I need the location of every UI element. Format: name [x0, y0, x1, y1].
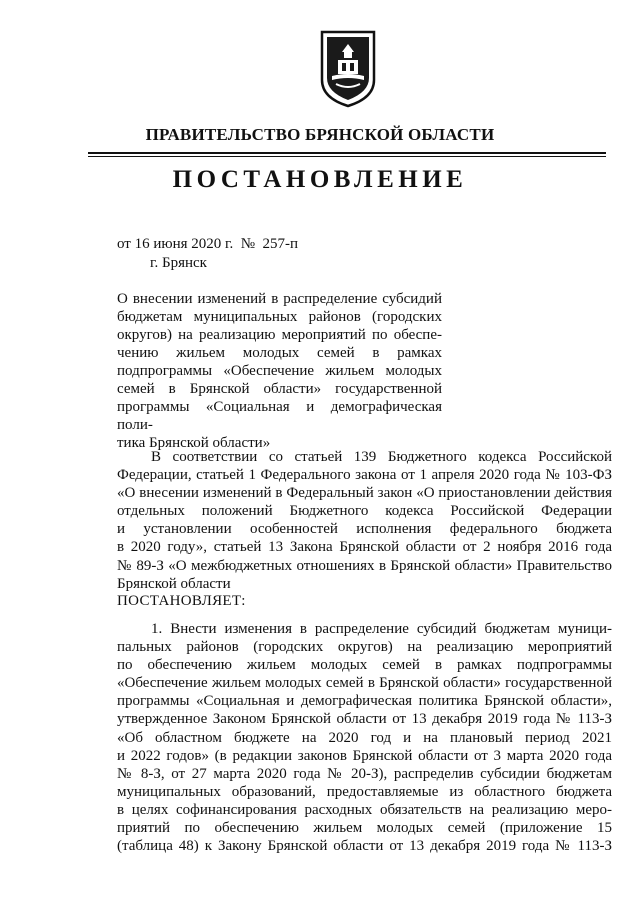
- item-line: приятий по обеспечению жильем молодых семей (приложение 15: [117, 820, 612, 837]
- subject-line: округов) на реализацию мероприятий по обеспе-: [117, 327, 442, 343]
- preamble-line: «О внесении изменений в Федеральный закон «О приостановлении действия: [117, 485, 612, 502]
- item-line: № 8-З, от 27 марта 2020 года № 20-З), распределив субсидии бюджетам: [117, 765, 612, 782]
- subject-block: [117, 290, 442, 452]
- header-divider-thick: [88, 152, 606, 154]
- preamble-line: В соответствии со статьей 139 Бюджетного кодекса Российской: [151, 449, 612, 465]
- item-line: программы «Социальная и демографическая политика Брянской области»,: [117, 693, 612, 710]
- item-line: (таблица 48) к Закону Брянской области от 13 декабря 2019 года № 113-З: [117, 838, 612, 855]
- authority-title: ПРАВИТЕЛЬСТВО БРЯНСКОЙ ОБЛАСТИ: [145, 125, 495, 144]
- subject-line: семей в Брянской области» государственной: [117, 381, 442, 397]
- subject-line: тика Брянской области»: [117, 435, 271, 451]
- subject-line: чению жильем молодых семей в рамках: [117, 345, 442, 361]
- header-divider-thin: [88, 156, 606, 157]
- decree-word: ПОСТАНОВЛЯЕТ:: [117, 593, 246, 609]
- preamble-line: и установлении особенностей исполнения федерального бюджета: [117, 521, 612, 538]
- subject-line: программы «Социальная и демографическая поли-: [117, 399, 442, 433]
- subject-line: О внесении изменений в распределение субсидий: [117, 291, 442, 307]
- coat-of-arms-icon: [318, 28, 378, 108]
- item-line: «Обеспечение жильем молодых семей в Брянской области» государственной: [117, 675, 612, 692]
- item-line: муниципальных образований, предоставляемые из областного бюджета: [117, 783, 612, 800]
- preamble-line: Федерации, статьей 1 Федерального закона от 1 апреля 2020 года № 103-ФЗ: [117, 467, 612, 484]
- document-date-number: от 16 июня 2020 г. № 257-п: [117, 236, 299, 252]
- item-1-paragraph: [117, 620, 612, 855]
- item-line: утвержденное Законом Брянской области от 13 декабря 2019 года № 113-З: [117, 711, 612, 728]
- item-line: и 2022 годов» (в редакции законов Брянской области от 3 марта 2020 года: [117, 747, 612, 764]
- preamble-line: отдельных положений Бюджетного кодекса Российской Федерации: [117, 503, 612, 520]
- preamble-line: № 89-З «О межбюджетных отношениях в Брянской области» Правительство: [117, 557, 612, 574]
- preamble-line: Брянской области: [117, 575, 231, 592]
- document-type-title: ПОСТАНОВЛЕНИЕ: [172, 166, 468, 193]
- preamble-paragraph: [117, 448, 612, 593]
- item-line: пальных районов (городских округов) на реализацию мероприятий: [117, 639, 612, 656]
- item-line: «Об областном бюджете на 2020 год и на плановый период 2021: [117, 729, 612, 746]
- item-line: по обеспечению жильем молодых семей в рамках подпрограммы: [117, 657, 612, 674]
- item-line: 1. Внести изменения в распределение субсидий бюджетам муници-: [151, 621, 612, 637]
- subject-line: бюджетам муниципальных районов (городских: [117, 309, 442, 325]
- item-line: в целях софинансирования расходных обязательств на реализацию меро-: [117, 801, 612, 818]
- subject-line: подпрограммы «Обеспечение жильем молодых: [117, 363, 442, 379]
- preamble-line: в 2020 году», статьей 13 Закона Брянской области от 2 ноября 2016 года: [117, 539, 612, 556]
- document-city: г. Брянск: [150, 255, 207, 271]
